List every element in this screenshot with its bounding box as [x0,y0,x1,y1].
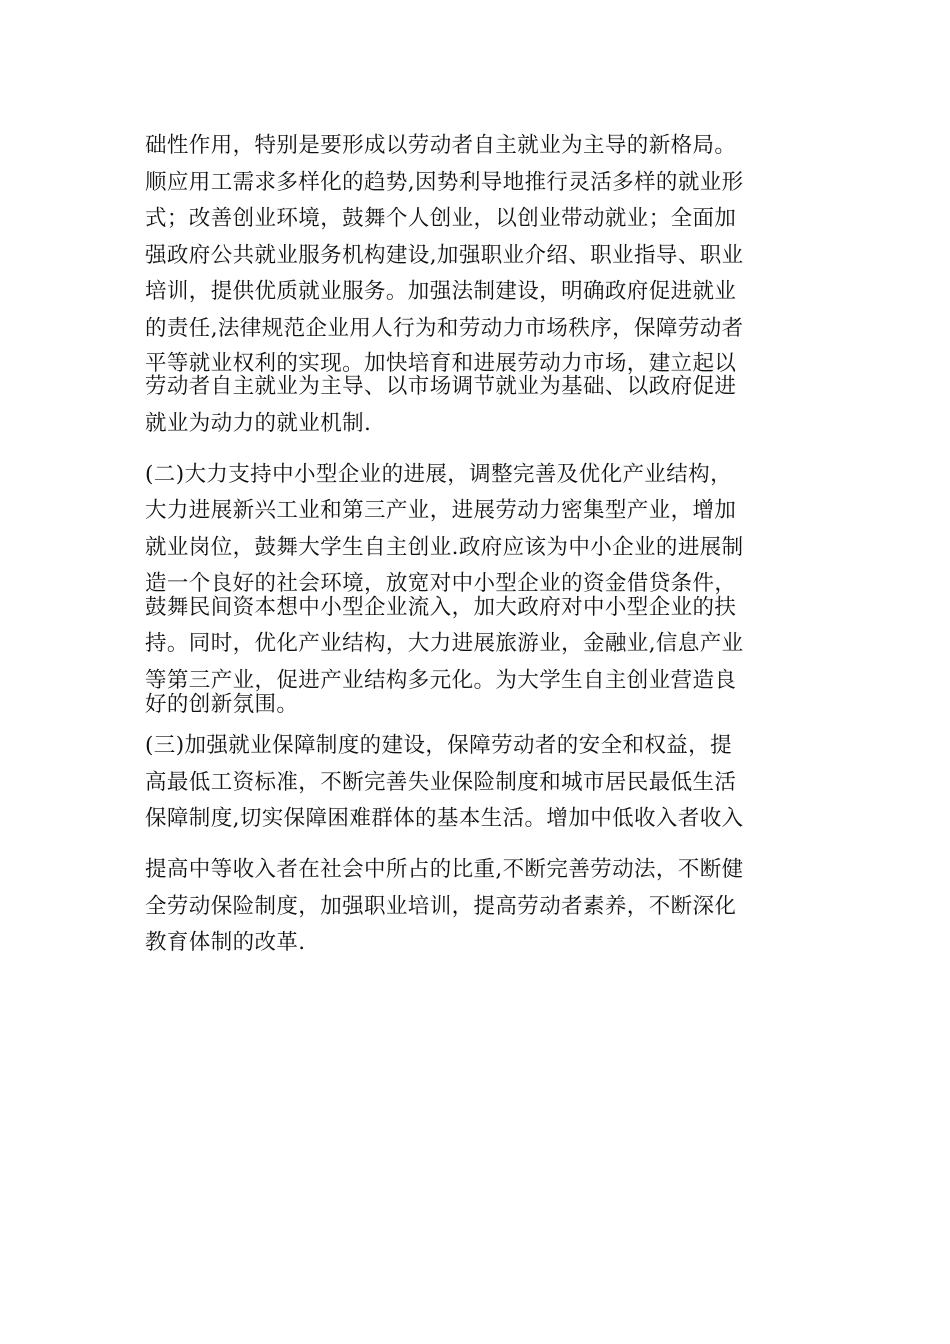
text-line: 强政府公共就业服务机构建设,加强职业介绍、职业指导、职业 [145,243,744,268]
text-line: 提高中等收入者在社会中所占的比重,不断完善劳动法，不断健 [145,857,744,882]
text-line: 式；改善创业环境，鼓舞个人创业，以创业带动就业；全面加 [145,206,737,231]
text-line: 等第三产业，促进产业结构多元化。为大学生自主创业营造良 [145,668,737,693]
text-line: 就业为动力的就业机制. [145,411,372,436]
text-line: 础性作用，特别是要形成以劳动者自主就业为主导的新格局。 [145,133,737,158]
text-line: 高最低工资标准，不断完善失业保险制度和城市居民最低生活 [145,770,737,795]
text-line: 的责任,法律规范企业用人行为和劳动力市场秩序，保障劳动者 [145,316,744,341]
text-line: 顺应用工需求多样化的趋势,因势利导地推行灵活多样的就业形 [145,170,744,195]
text-line: 大力进展新兴工业和第三产业，进展劳动力密集型产业，增加 [145,498,737,523]
text-line: 培训，提供优质就业服务。加强法制建设，明确政府促进就业 [145,279,737,304]
text-line: 鼓舞民间资本想中小型企业流入，加大政府对中小型企业的扶 [145,595,737,620]
text-line: 全劳动保险制度，加强职业培训，提高劳动者素养，不断深化 [145,894,737,919]
text-line: 造一个良好的社会环境，放宽对中小型企业的资金借贷条件， [145,571,737,596]
text-line: 保障制度,切实保障困难群体的基本生活。增加中低收入者收入 [145,806,744,831]
text-line: 持。同时，优化产业结构，大力进展旅游业，金融业,信息产业 [145,631,744,656]
text-line: 劳动者自主就业为主导、以市场调节就业为基础、以政府促进 [145,374,737,399]
text-line: 平等就业权利的实现。加快培育和进展劳动力市场，建立起以 [145,351,737,376]
text-line: (二)大力支持中小型企业的进展，调整完善及优化产业结构， [145,462,732,487]
text-line: 好的创新氛围。 [145,692,299,717]
text-line: 就业岗位，鼓舞大学生自主创业.政府应该为中小企业的进展制 [145,535,744,560]
text-line: (三)加强就业保障制度的建设，保障劳动者的安全和权益，提 [145,733,732,758]
text-line: 教育体制的改革. [145,930,306,955]
